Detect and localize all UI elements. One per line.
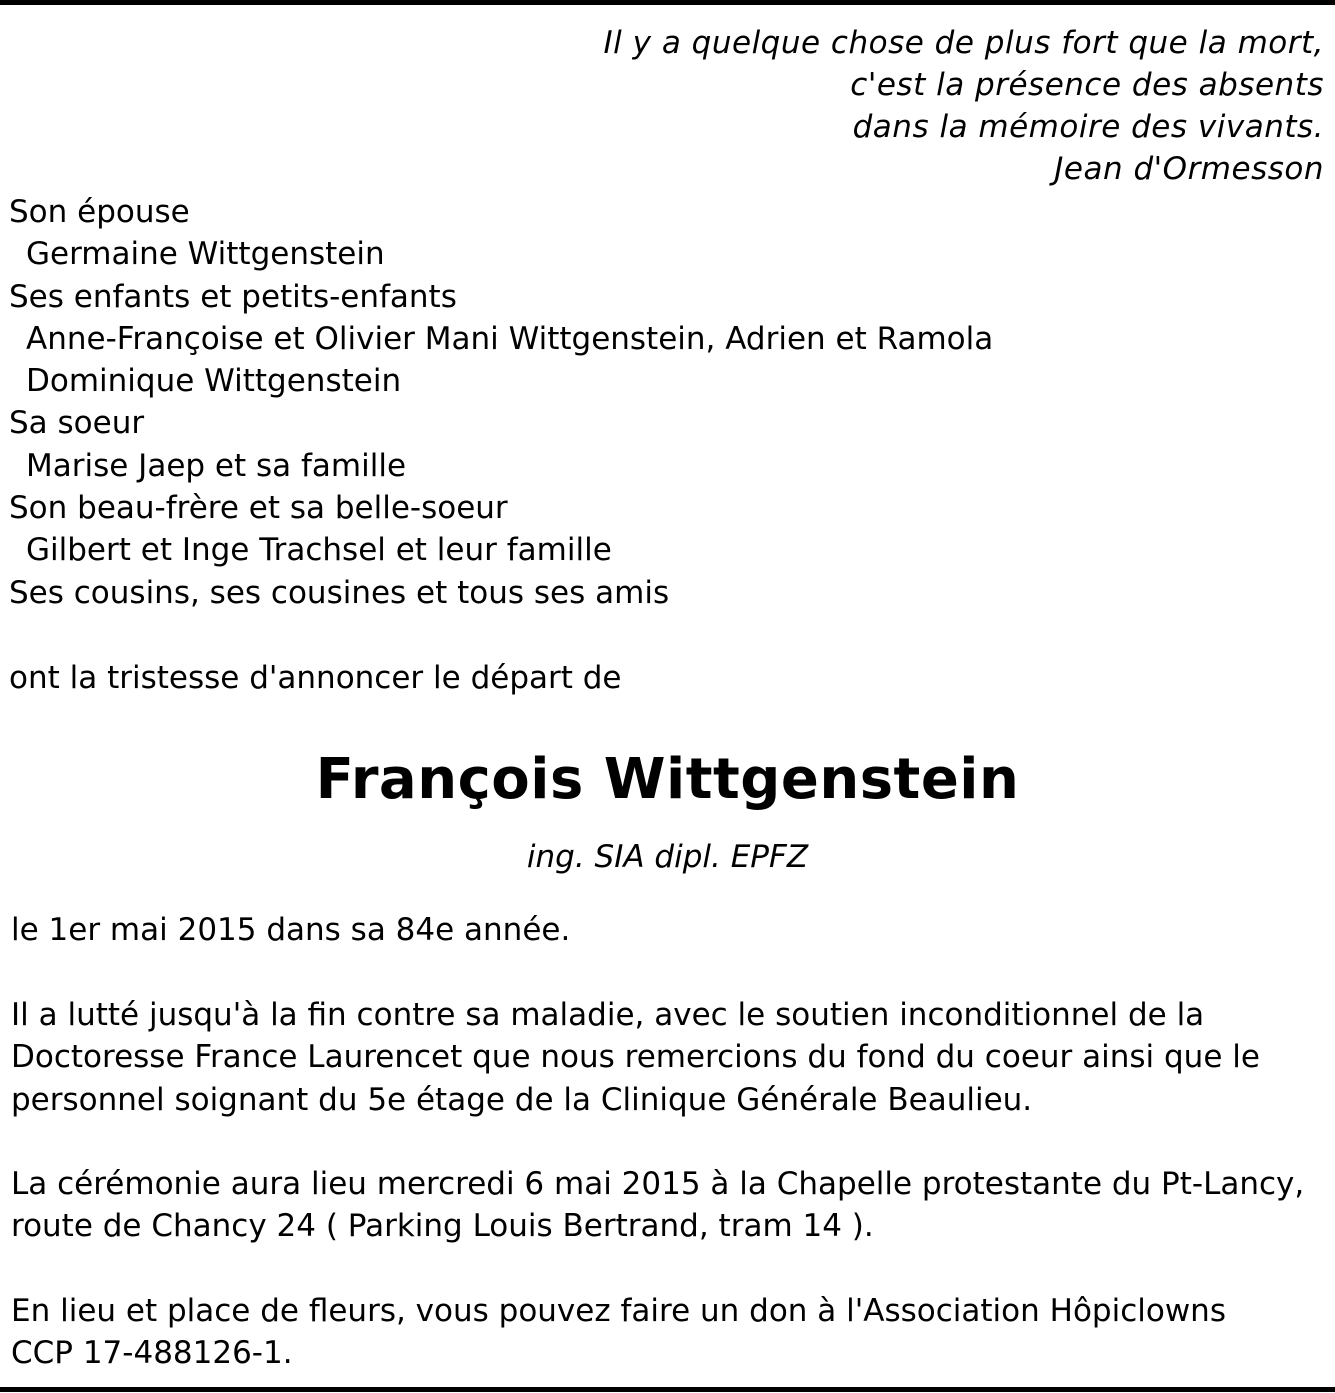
- children-names: Anne-Françoise et Olivier Mani Wittgenstein, Adrien et Ramola: [26, 320, 994, 357]
- inlaws-label: Son beau-frère et sa belle-soeur: [9, 490, 508, 527]
- date-line: le 1er mai 2015 dans sa 84e année.: [11, 912, 571, 948]
- quote-author: Jean d'Ormesson: [1054, 151, 1324, 187]
- deceased-name: François Wittgenstein: [315, 747, 1020, 812]
- epigraph-quote: [604, 22, 1324, 190]
- paragraph-line: CCP 17-488126-1.: [11, 1335, 293, 1372]
- announcement-line: ont la tristesse d'annoncer le départ de: [9, 660, 622, 696]
- others-line: Ses cousins, ses cousines et tous ses amis: [9, 574, 670, 611]
- spouse-name: Germaine Wittgenstein: [26, 236, 385, 273]
- quote-line: dans la mémoire des vivants.: [852, 109, 1324, 145]
- spouse-label: Son épouse: [9, 194, 190, 230]
- ceremony-paragraph: [11, 1163, 1304, 1248]
- quote-line: Il y a quelque chose de plus fort que la mort,: [603, 25, 1324, 61]
- inlaws-names: Gilbert et Inge Trachsel et leur famille: [26, 532, 612, 569]
- paragraph-line: route de Chancy 24 ( Parking Louis Bertrand, tram 14 ).: [11, 1208, 874, 1245]
- donation-paragraph: [11, 1290, 1226, 1375]
- bottom-rule: [0, 1387, 1335, 1392]
- sister-name: Marise Jaep et sa famille: [26, 447, 407, 484]
- sister-label: Sa soeur: [9, 405, 145, 442]
- quote-line: c'est la présence des absents: [850, 67, 1324, 103]
- paragraph-line: personnel soignant du 5e étage de la Clinique Générale Beaulieu.: [11, 1081, 1033, 1118]
- children-label: Ses enfants et petits-enfants: [9, 278, 457, 315]
- paragraph-line: En lieu et place de fleurs, vous pouvez faire un don à l'Association Hôpiclowns: [11, 1293, 1226, 1329]
- paragraph-line: Doctoresse France Laurencet que nous remercions du fond du coeur ainsi que le: [11, 1039, 1260, 1076]
- family-list: [9, 191, 993, 614]
- top-rule: [0, 0, 1335, 5]
- paragraph-line: Il a lutté jusqu'à la fin contre sa maladie, avec le soutien inconditionnel de la: [11, 997, 1205, 1033]
- deceased-title: ing. SIA dipl. EPFZ: [526, 839, 809, 875]
- children-names: Dominique Wittgenstein: [26, 363, 402, 400]
- gratitude-paragraph: [11, 994, 1260, 1121]
- paragraph-line: La cérémonie aura lieu mercredi 6 mai 2015 à la Chapelle protestante du Pt-Lancy,: [11, 1166, 1305, 1202]
